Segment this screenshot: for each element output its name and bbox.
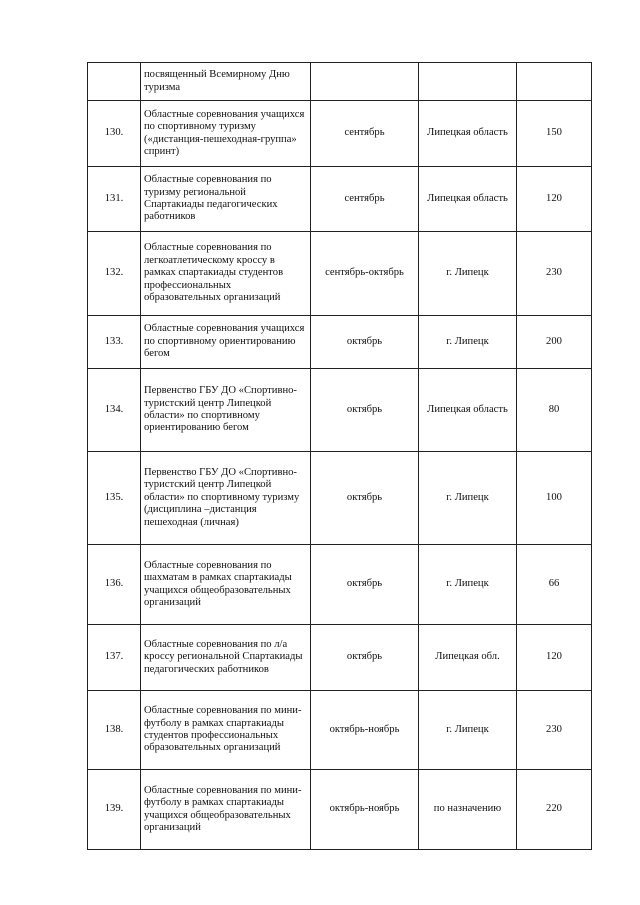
row-number: 130. bbox=[88, 101, 141, 167]
table-row bbox=[88, 101, 592, 167]
event-place: г. Липецк bbox=[419, 545, 517, 625]
participant-count: 100 bbox=[517, 452, 592, 545]
participant-count: 200 bbox=[517, 316, 592, 369]
events-table-body bbox=[88, 63, 592, 850]
event-name: Областные соревнования по мини-футболу в рамках спартакиады студентов профессиональных образовательных организаций bbox=[141, 691, 311, 770]
event-date: октябрь bbox=[311, 369, 419, 452]
table-row bbox=[88, 63, 592, 101]
table-row bbox=[88, 369, 592, 452]
event-name: Областные соревнования по мини-футболу в рамках спартакиады учащихся общеобразовательных организаций bbox=[141, 770, 311, 850]
event-place: г. Липецк bbox=[419, 691, 517, 770]
row-number: 136. bbox=[88, 545, 141, 625]
participant-count: 80 bbox=[517, 369, 592, 452]
table-row bbox=[88, 167, 592, 232]
event-place: Липецкая обл. bbox=[419, 625, 517, 691]
participant-count: 150 bbox=[517, 101, 592, 167]
event-place: по назначению bbox=[419, 770, 517, 850]
event-name: Областные соревнования по легкоатлетическому кроссу в рамках спартакиады студентов профессиональных образовательных организаций bbox=[141, 232, 311, 316]
participant-count bbox=[517, 63, 592, 101]
event-place: Липецкая область bbox=[419, 101, 517, 167]
event-date: сентябрь bbox=[311, 167, 419, 232]
event-place: Липецкая область bbox=[419, 167, 517, 232]
row-number: 132. bbox=[88, 232, 141, 316]
events-table bbox=[87, 62, 592, 850]
event-name: Первенство ГБУ ДО «Спортивно-туристский центр Липецкой области» по спортивному ориентированию бегом bbox=[141, 369, 311, 452]
event-place: г. Липецк bbox=[419, 452, 517, 545]
row-number: 139. bbox=[88, 770, 141, 850]
event-name: Областные соревнования по шахматам в рамках спартакиады учащихся общеобразовательных организаций bbox=[141, 545, 311, 625]
event-date: сентябрь bbox=[311, 101, 419, 167]
table-row bbox=[88, 452, 592, 545]
event-date: октябрь bbox=[311, 316, 419, 369]
row-number bbox=[88, 63, 141, 101]
event-date: сентябрь-октябрь bbox=[311, 232, 419, 316]
table-row bbox=[88, 316, 592, 369]
table-row bbox=[88, 770, 592, 850]
table-row bbox=[88, 545, 592, 625]
event-date bbox=[311, 63, 419, 101]
event-name: Областные соревнования по л/а кроссу региональной Спартакиады педагогических работников bbox=[141, 625, 311, 691]
event-name: Первенство ГБУ ДО «Спортивно-туристский центр Липецкой области» по спортивному туризму (дисциплина –дистанция пешеходная (личная) bbox=[141, 452, 311, 545]
row-number: 131. bbox=[88, 167, 141, 232]
event-name: Областные соревнования учащихся по спортивному ориентированию бегом bbox=[141, 316, 311, 369]
participant-count: 230 bbox=[517, 691, 592, 770]
participant-count: 120 bbox=[517, 167, 592, 232]
table-row bbox=[88, 232, 592, 316]
event-date: октябрь-ноябрь bbox=[311, 770, 419, 850]
event-date: октябрь-ноябрь bbox=[311, 691, 419, 770]
row-number: 133. bbox=[88, 316, 141, 369]
participant-count: 120 bbox=[517, 625, 592, 691]
event-date: октябрь bbox=[311, 452, 419, 545]
participant-count: 220 bbox=[517, 770, 592, 850]
event-place: г. Липецк bbox=[419, 316, 517, 369]
event-place bbox=[419, 63, 517, 101]
event-date: октябрь bbox=[311, 625, 419, 691]
row-number: 137. bbox=[88, 625, 141, 691]
event-name: Областные соревнования по туризму региональной Спартакиады педагогических работников bbox=[141, 167, 311, 232]
row-number: 134. bbox=[88, 369, 141, 452]
table-row bbox=[88, 691, 592, 770]
participant-count: 230 bbox=[517, 232, 592, 316]
table-row bbox=[88, 625, 592, 691]
participant-count: 66 bbox=[517, 545, 592, 625]
event-place: г. Липецк bbox=[419, 232, 517, 316]
event-place: Липецкая область bbox=[419, 369, 517, 452]
row-number: 135. bbox=[88, 452, 141, 545]
event-date: октябрь bbox=[311, 545, 419, 625]
event-name: посвященный Всемирному Дню туризма bbox=[141, 63, 311, 101]
event-name: Областные соревнования учащихся по спортивному туризму («дистанция-пешеходная-группа» спринт) bbox=[141, 101, 311, 167]
row-number: 138. bbox=[88, 691, 141, 770]
